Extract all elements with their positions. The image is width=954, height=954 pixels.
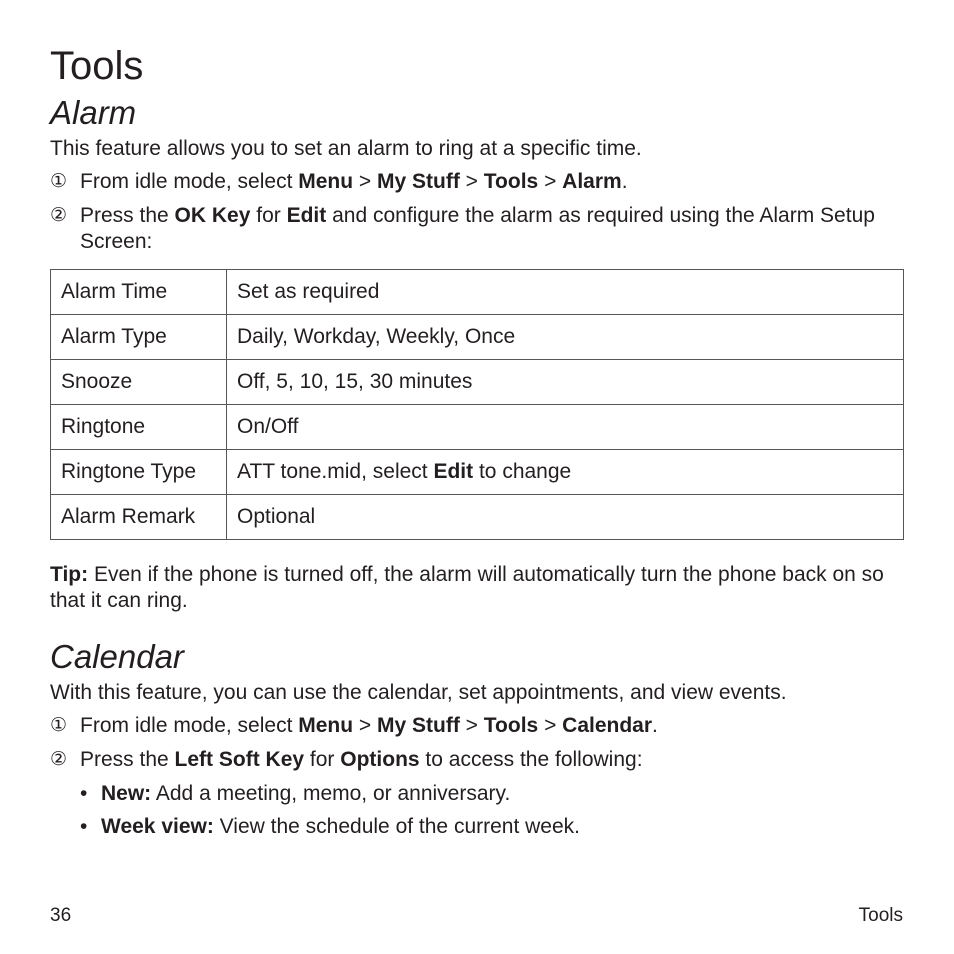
tip-label: Tip: <box>50 563 89 586</box>
path-separator: > <box>459 170 484 193</box>
table-value: Optional <box>227 495 904 540</box>
step-text: . <box>652 714 658 737</box>
table-key: Alarm Type <box>51 315 227 360</box>
step-text: Press the <box>80 748 175 771</box>
table-key: Alarm Time <box>51 270 227 315</box>
option-label: New: <box>101 782 152 805</box>
table-key: Ringtone Type <box>51 450 227 495</box>
value-action: Edit <box>433 460 474 483</box>
step-text: for <box>304 748 341 771</box>
option-text: Add a meeting, memo, or anniversary. <box>151 782 511 805</box>
menu-path-menu: Menu <box>298 714 354 737</box>
calendar-step-2 <box>50 747 910 773</box>
table-row <box>51 405 904 450</box>
path-separator: > <box>459 714 484 737</box>
page-number: 36 <box>50 905 72 926</box>
step-number: ② <box>50 205 68 226</box>
tip-text: Even if the phone is turned off, the alarm will automatically turn the phone back on so that it can ring. <box>50 563 884 612</box>
calendar-heading: Calendar <box>50 638 184 675</box>
bullet-icon: • <box>80 815 88 838</box>
step-number: ① <box>50 715 68 736</box>
table-row <box>51 360 904 405</box>
table-key: Ringtone <box>51 405 227 450</box>
list-item <box>80 814 900 840</box>
value-text: to change <box>473 460 572 483</box>
step-text: From idle mode, select <box>80 170 299 193</box>
menu-path-calendar: Calendar <box>562 714 653 737</box>
calendar-step-1 <box>50 713 910 739</box>
table-value: Set as required <box>227 270 904 315</box>
menu-path-my-stuff: My Stuff <box>377 170 460 193</box>
page-title: Tools <box>50 44 144 88</box>
path-separator: > <box>353 714 378 737</box>
option-label: Week view: <box>101 815 214 838</box>
path-separator: > <box>538 170 563 193</box>
key-name: OK Key <box>174 204 251 227</box>
alarm-tip <box>50 562 910 614</box>
menu-path-my-stuff: My Stuff <box>377 714 460 737</box>
list-item <box>80 781 900 807</box>
step-text: . <box>621 170 628 193</box>
menu-path-tools: Tools <box>483 714 539 737</box>
step-number: ② <box>50 749 68 770</box>
step-text: From idle mode, select <box>80 714 299 737</box>
key-name: Left Soft Key <box>174 748 305 771</box>
table-value <box>227 450 904 495</box>
alarm-heading: Alarm <box>50 94 137 131</box>
menu-path-alarm: Alarm <box>562 170 622 193</box>
table-row <box>51 495 904 540</box>
table-value: Daily, Workday, Weekly, Once <box>227 315 904 360</box>
alarm-setup-table <box>50 269 904 540</box>
menu-path-menu: Menu <box>298 170 354 193</box>
footer-section: Tools <box>858 905 903 926</box>
option-text: View the schedule of the current week. <box>213 815 581 838</box>
action-name: Options <box>340 748 420 771</box>
table-row <box>51 450 904 495</box>
value-text: ATT tone.mid, select <box>237 460 434 483</box>
step-text: Press the <box>80 204 175 227</box>
table-row <box>51 270 904 315</box>
alarm-intro: This feature allows you to set an alarm to ring at a specific time. <box>50 137 642 160</box>
table-value: Off, 5, 10, 15, 30 minutes <box>227 360 904 405</box>
menu-path-tools: Tools <box>483 170 539 193</box>
table-key: Snooze <box>51 360 227 405</box>
path-separator: > <box>353 170 378 193</box>
alarm-step-2 <box>50 203 910 255</box>
table-row <box>51 315 904 360</box>
table-key: Alarm Remark <box>51 495 227 540</box>
step-text: and configure the alarm as required using the Alarm Setup Screen: <box>80 204 875 253</box>
step-number: ① <box>50 171 68 192</box>
step-text: to access the following: <box>419 748 643 771</box>
step-text: for <box>250 204 287 227</box>
action-name: Edit <box>286 204 327 227</box>
calendar-intro: With this feature, you can use the calendar, set appointments, and view events. <box>50 681 787 704</box>
alarm-step-1 <box>50 169 910 195</box>
bullet-icon: • <box>80 782 88 805</box>
path-separator: > <box>538 714 563 737</box>
table-value: On/Off <box>227 405 904 450</box>
